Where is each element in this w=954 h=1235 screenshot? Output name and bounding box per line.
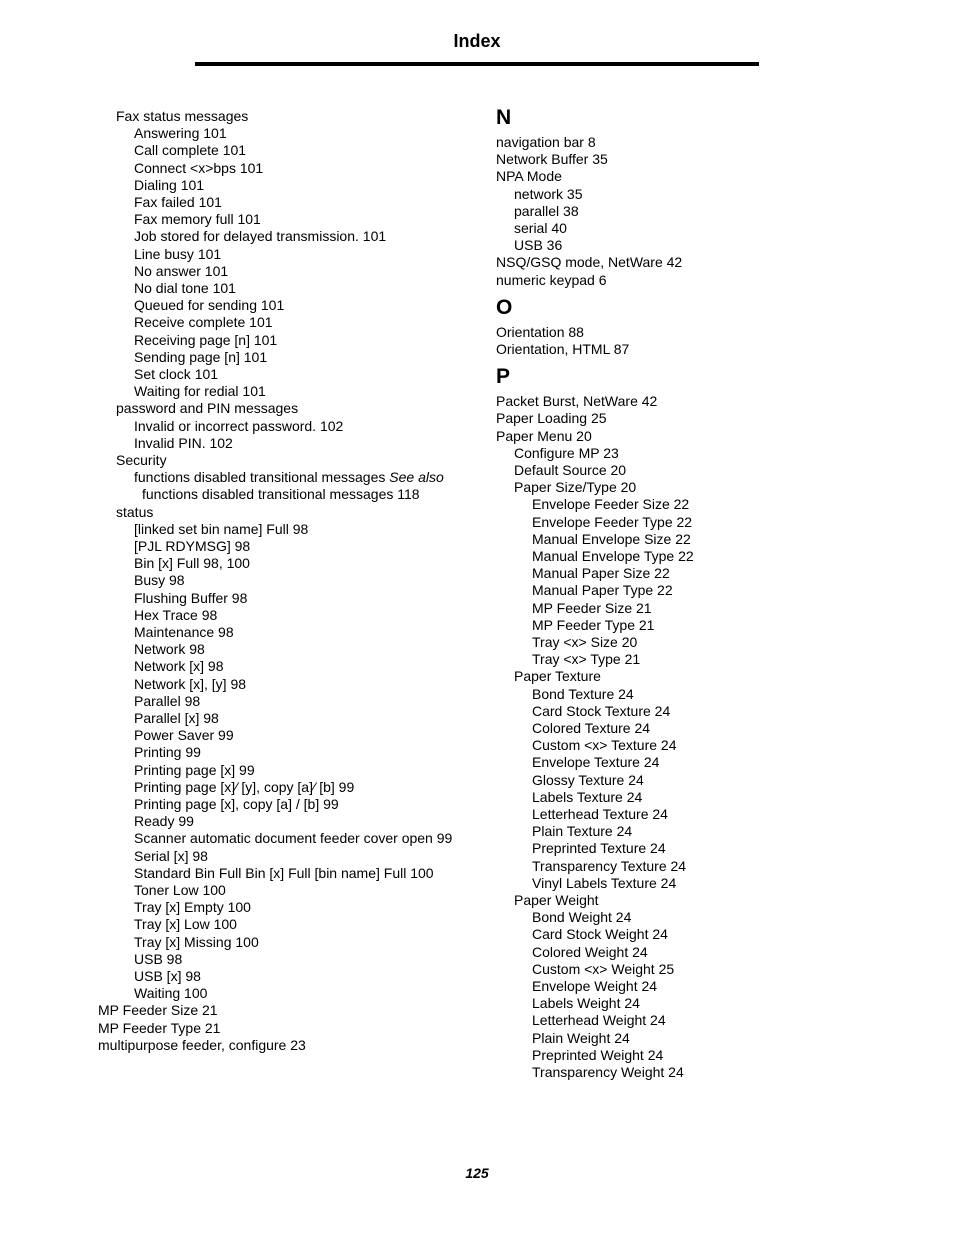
index-entry-text: Custom <x> Texture 24 [532, 737, 677, 754]
index-entry-text: NPA Mode [496, 168, 562, 185]
index-entry-text: Set clock 101 [134, 366, 219, 382]
index-entry [134, 693, 200, 710]
index-entry-text: password and PIN messages [116, 400, 299, 417]
index-entry [134, 796, 339, 813]
index-entry-text: Card Stock Texture 24 [532, 702, 671, 719]
index-entry [134, 641, 205, 658]
index-entry-text: Paper Loading 25 [496, 410, 607, 427]
index-entry [532, 909, 631, 926]
index-entry [532, 858, 686, 875]
index-entry [134, 624, 234, 641]
index-entry [134, 280, 236, 297]
index-entry-text: Flushing Buffer 98 [134, 589, 248, 606]
index-letter-heading: N [496, 106, 512, 129]
index-entry-text: MP Feeder Size 21 [98, 1002, 218, 1019]
index-entry [134, 572, 185, 589]
index-entry [134, 263, 228, 280]
index-entry [134, 830, 452, 847]
index-entry [134, 228, 386, 245]
index-entry [116, 452, 167, 469]
index-entry [532, 840, 666, 857]
index-entry [134, 865, 434, 882]
index-entry [134, 521, 308, 538]
index-entry-text: MP Feeder Type 21 [532, 616, 655, 633]
index-entry [134, 779, 354, 796]
index-entry-text: No dial tone 101 [134, 280, 236, 296]
index-entry [532, 978, 657, 995]
index-entry [116, 108, 248, 125]
index-entry [532, 737, 676, 754]
index-entry-text: Network [x], [y] 98 [134, 675, 247, 692]
index-entry-text: Labels Weight 24 [532, 995, 640, 1012]
index-entry-text: Printing page [x] 99 [134, 761, 255, 778]
index-entry [532, 944, 648, 961]
index-entry [134, 555, 250, 572]
index-entry-text: USB [x] 98 [134, 968, 201, 984]
index-entry-text: Bin [x] Full 98, 100 [134, 555, 250, 572]
index-entry [532, 806, 668, 823]
index-entry-text: USB 98 [134, 950, 183, 967]
index-entry [134, 314, 273, 331]
index-entry-text: Parallel 98 [134, 692, 201, 709]
index-entry-text: Paper Weight [514, 892, 599, 908]
index-entry-text: multipurpose feeder, configure 23 [98, 1036, 306, 1053]
index-entry [134, 882, 226, 899]
index-entry-text: Manual Envelope Size 22 [532, 530, 691, 547]
index-entry-text: Card Stock Weight 24 [532, 926, 668, 943]
index-entry-text: Security [116, 452, 167, 468]
index-entry [134, 813, 194, 830]
index-entry [514, 237, 562, 254]
index-entry-text: numeric keypad 6 [496, 271, 607, 288]
index-entry-text: network 35 [514, 185, 583, 202]
index-entry [134, 676, 246, 693]
index-entry [496, 428, 592, 445]
index-entry-text: Packet Burst, NetWare 42 [496, 393, 658, 410]
index-entry [134, 744, 201, 761]
index-entry [134, 366, 218, 383]
index-letter-heading: O [496, 295, 513, 319]
index-entry [532, 926, 668, 943]
index-entry [134, 142, 246, 159]
index-entry [98, 1037, 306, 1054]
index-entry [134, 435, 233, 452]
index-entry-text: Fax failed 101 [134, 194, 222, 210]
index-entry-text: Standard Bin Full Bin [x] Full [bin name] Full 100 [134, 864, 434, 881]
index-entry-text: NSQ/GSQ mode, NetWare 42 [496, 254, 683, 271]
index-entry [532, 703, 670, 720]
index-entry [496, 254, 682, 271]
index-entry-text: Tray <x> Size 20 [532, 634, 638, 650]
index-entry [532, 1064, 684, 1081]
index-entry-text: functions disabled transitional messages 118 [142, 486, 420, 503]
index-entry-text: [PJL RDYMSG] 98 [134, 538, 251, 554]
index-entry-text: Fax memory full 101 [134, 211, 261, 228]
index-entry-text: Network [x] 98 [134, 658, 224, 675]
index-entry-text: Orientation, HTML 87 [496, 341, 630, 357]
index-entry [514, 462, 626, 479]
index-entry-text: Preprinted Texture 24 [532, 840, 666, 857]
index-entry [514, 186, 582, 203]
index-entry [134, 297, 284, 314]
index-entry-text: Glossy Texture 24 [532, 771, 644, 788]
index-entry-text: [linked set bin name] Full 98 [134, 520, 309, 537]
index-entry [134, 968, 201, 985]
index-entry [134, 125, 227, 142]
index-entry [496, 341, 629, 358]
index-entry-text: Network 98 [134, 641, 205, 658]
index-entry [496, 151, 608, 168]
index-entry [496, 168, 562, 185]
index-entry-text: Transparency Weight 24 [532, 1064, 684, 1080]
index-entry [532, 754, 659, 771]
index-entry [514, 479, 636, 496]
index-entry [514, 892, 599, 909]
index-entry-text: Paper Texture [514, 668, 601, 685]
index-entry [134, 985, 207, 1002]
index-entry [134, 211, 261, 228]
index-entry [134, 418, 343, 435]
index-entry-text: Manual Paper Type 22 [532, 582, 673, 599]
index-entry [532, 686, 634, 703]
index-entry-text: Manual Envelope Type 22 [532, 548, 694, 564]
index-entry [532, 961, 674, 978]
index-entry-text: Printing page [x]⁄ [y], copy [a]⁄ [b] 99 [134, 778, 355, 795]
index-entry-text: MP Feeder Type 21 [98, 1019, 221, 1036]
index-entry-text: Ready 99 [134, 813, 194, 830]
index-entry-text: Plain Texture 24 [532, 823, 633, 840]
index-entry-text: Receiving page [n] 101 [134, 331, 278, 348]
index-entry-text: Waiting for redial 101 [134, 383, 266, 400]
index-entry-text: Waiting 100 [134, 985, 208, 1002]
index-entry-text: Job stored for delayed transmission. 101 [134, 228, 387, 245]
index-entry-text: Queued for sending 101 [134, 297, 285, 314]
index-entry [134, 194, 222, 211]
index-entry [514, 668, 601, 685]
index-entry [134, 710, 219, 727]
index-entry [532, 789, 642, 806]
index-entry-text: Labels Texture 24 [532, 788, 643, 805]
index-entry-text: Preprinted Weight 24 [532, 1046, 664, 1063]
index-entry-text: Envelope Texture 24 [532, 754, 660, 771]
index-entry [532, 720, 650, 737]
index-entry-text: Tray [x] Empty 100 [134, 899, 251, 916]
index-entry-text: Busy 98 [134, 572, 185, 589]
index-entry [134, 607, 217, 624]
index-entry-text: Paper Size/Type 20 [514, 479, 637, 496]
index-entry-text: Toner Low 100 [134, 882, 226, 898]
index-entry-text: Answering 101 [134, 125, 227, 142]
index-entry-text: functions disabled transitional messages [134, 469, 390, 486]
index-entry-text: Letterhead Weight 24 [532, 1012, 666, 1029]
index-entry-text: Scanner automatic document feeder cover open 99 [134, 830, 453, 847]
index-entry [532, 582, 673, 599]
index-entry-text: parallel 38 [514, 202, 579, 219]
index-entry-text: No answer 101 [134, 262, 229, 279]
index-entry-text: MP Feeder Size 21 [532, 599, 652, 616]
index-entry [514, 445, 619, 462]
index-entry [116, 504, 153, 521]
index-entry [134, 934, 259, 951]
index-entry [532, 600, 652, 617]
index-entry-text: Orientation 88 [496, 323, 584, 340]
index-entry [532, 496, 689, 513]
index-entry [134, 916, 237, 933]
index-entry-text: Parallel [x] 98 [134, 710, 219, 726]
index-entry-text: Line busy 101 [134, 245, 222, 262]
index-letter-heading: P [496, 365, 511, 389]
index-entry [532, 617, 654, 634]
index-entry [142, 486, 420, 503]
index-entry [116, 400, 298, 417]
index-entry [134, 383, 266, 400]
index-entry [496, 324, 584, 341]
index-entry-text: Configure MP 23 [514, 444, 619, 461]
index-entry-text: Power Saver 99 [134, 727, 234, 744]
index-entry [496, 134, 596, 151]
index-entry [134, 727, 234, 744]
index-entry-text: status [116, 503, 154, 520]
see-also-reference: See also [389, 469, 444, 486]
index-entry [532, 651, 640, 668]
index-entry-text: Envelope Weight 24 [532, 978, 658, 994]
index-entry [134, 332, 277, 349]
index-entry [496, 410, 607, 427]
index-entry-text: Invalid PIN. 102 [134, 434, 233, 451]
index-entry-text: Colored Weight 24 [532, 943, 648, 960]
index-entry [532, 565, 670, 582]
index-entry-text: Paper Menu 20 [496, 427, 592, 444]
index-entry [496, 393, 657, 410]
index-entry-text: Printing page [x], copy [a] / [b] 99 [134, 796, 339, 812]
index-entry [532, 772, 644, 789]
index-entry [514, 203, 579, 220]
header-rule [195, 62, 759, 66]
index-entry [134, 899, 251, 916]
index-entry [134, 762, 255, 779]
index-entry-text: Printing 99 [134, 744, 201, 761]
index-entry-text: Envelope Feeder Size 22 [532, 496, 690, 513]
index-entry [98, 1002, 218, 1019]
index-entry [532, 548, 694, 565]
index-entry-text: Custom <x> Weight 25 [532, 960, 675, 977]
index-entry [134, 590, 247, 607]
index-entry [532, 634, 637, 651]
index-entry-text: Hex Trace 98 [134, 606, 218, 623]
index-entry-text: Maintenance 98 [134, 624, 234, 640]
index-entry [134, 349, 267, 366]
index-entry-text: Fax status messages [116, 108, 249, 124]
index-entry-text: Manual Paper Size 22 [532, 565, 670, 582]
index-entry [532, 531, 691, 548]
index-entry [134, 848, 208, 865]
index-entry-text: Vinyl Labels Texture 24 [532, 874, 677, 891]
index-entry-text: Dialing 101 [134, 176, 205, 193]
index-entry [532, 1030, 630, 1047]
index-entry-text: navigation bar 8 [496, 134, 596, 150]
index-entry [134, 246, 221, 263]
index-entry [532, 1047, 663, 1064]
index-entry-text: Tray [x] Missing 100 [134, 933, 259, 950]
index-entry [134, 538, 250, 555]
index-entry-text: Tray [x] Low 100 [134, 916, 237, 933]
index-entry-text: Bond Weight 24 [532, 909, 632, 926]
index-entry-text: Plain Weight 24 [532, 1029, 630, 1046]
index-entry-text: Transparency Texture 24 [532, 857, 687, 874]
index-entry-text: Envelope Feeder Type 22 [532, 513, 693, 530]
index-entry [496, 272, 607, 289]
index-entry-text: Bond Texture 24 [532, 685, 634, 702]
index-entry [98, 1020, 220, 1037]
header-title: Index [453, 31, 501, 51]
index-entry-text: Tray <x> Type 21 [532, 651, 641, 668]
index-entry [134, 658, 223, 675]
index-entry [134, 160, 263, 177]
index-entry [532, 995, 640, 1012]
index-entry-text: Connect <x>bps 101 [134, 159, 264, 176]
index-entry [532, 1012, 666, 1029]
index-entry [532, 823, 632, 840]
index-entry-text: serial 40 [514, 220, 567, 236]
index-entry [532, 875, 676, 892]
index-entry [134, 469, 444, 486]
index-entry [134, 177, 204, 194]
index-entry [532, 514, 692, 531]
index-entry-text: Network Buffer 35 [496, 151, 608, 168]
index-entry [514, 220, 567, 237]
index-entry-text: USB 36 [514, 237, 563, 254]
index-entry-text: Colored Texture 24 [532, 720, 651, 736]
index-entry [134, 951, 182, 968]
index-entry-text: Default Source 20 [514, 462, 627, 478]
index-entry-text: Serial [x] 98 [134, 847, 208, 864]
index-entry-text: Call complete 101 [134, 142, 247, 159]
index-entry-text: Invalid or incorrect password. 102 [134, 417, 344, 434]
index-entry-text: Letterhead Texture 24 [532, 806, 668, 822]
page-number: 125 [465, 1165, 489, 1181]
index-entry-text: Sending page [n] 101 [134, 348, 268, 365]
index-entry-text: Receive complete 101 [134, 314, 273, 331]
